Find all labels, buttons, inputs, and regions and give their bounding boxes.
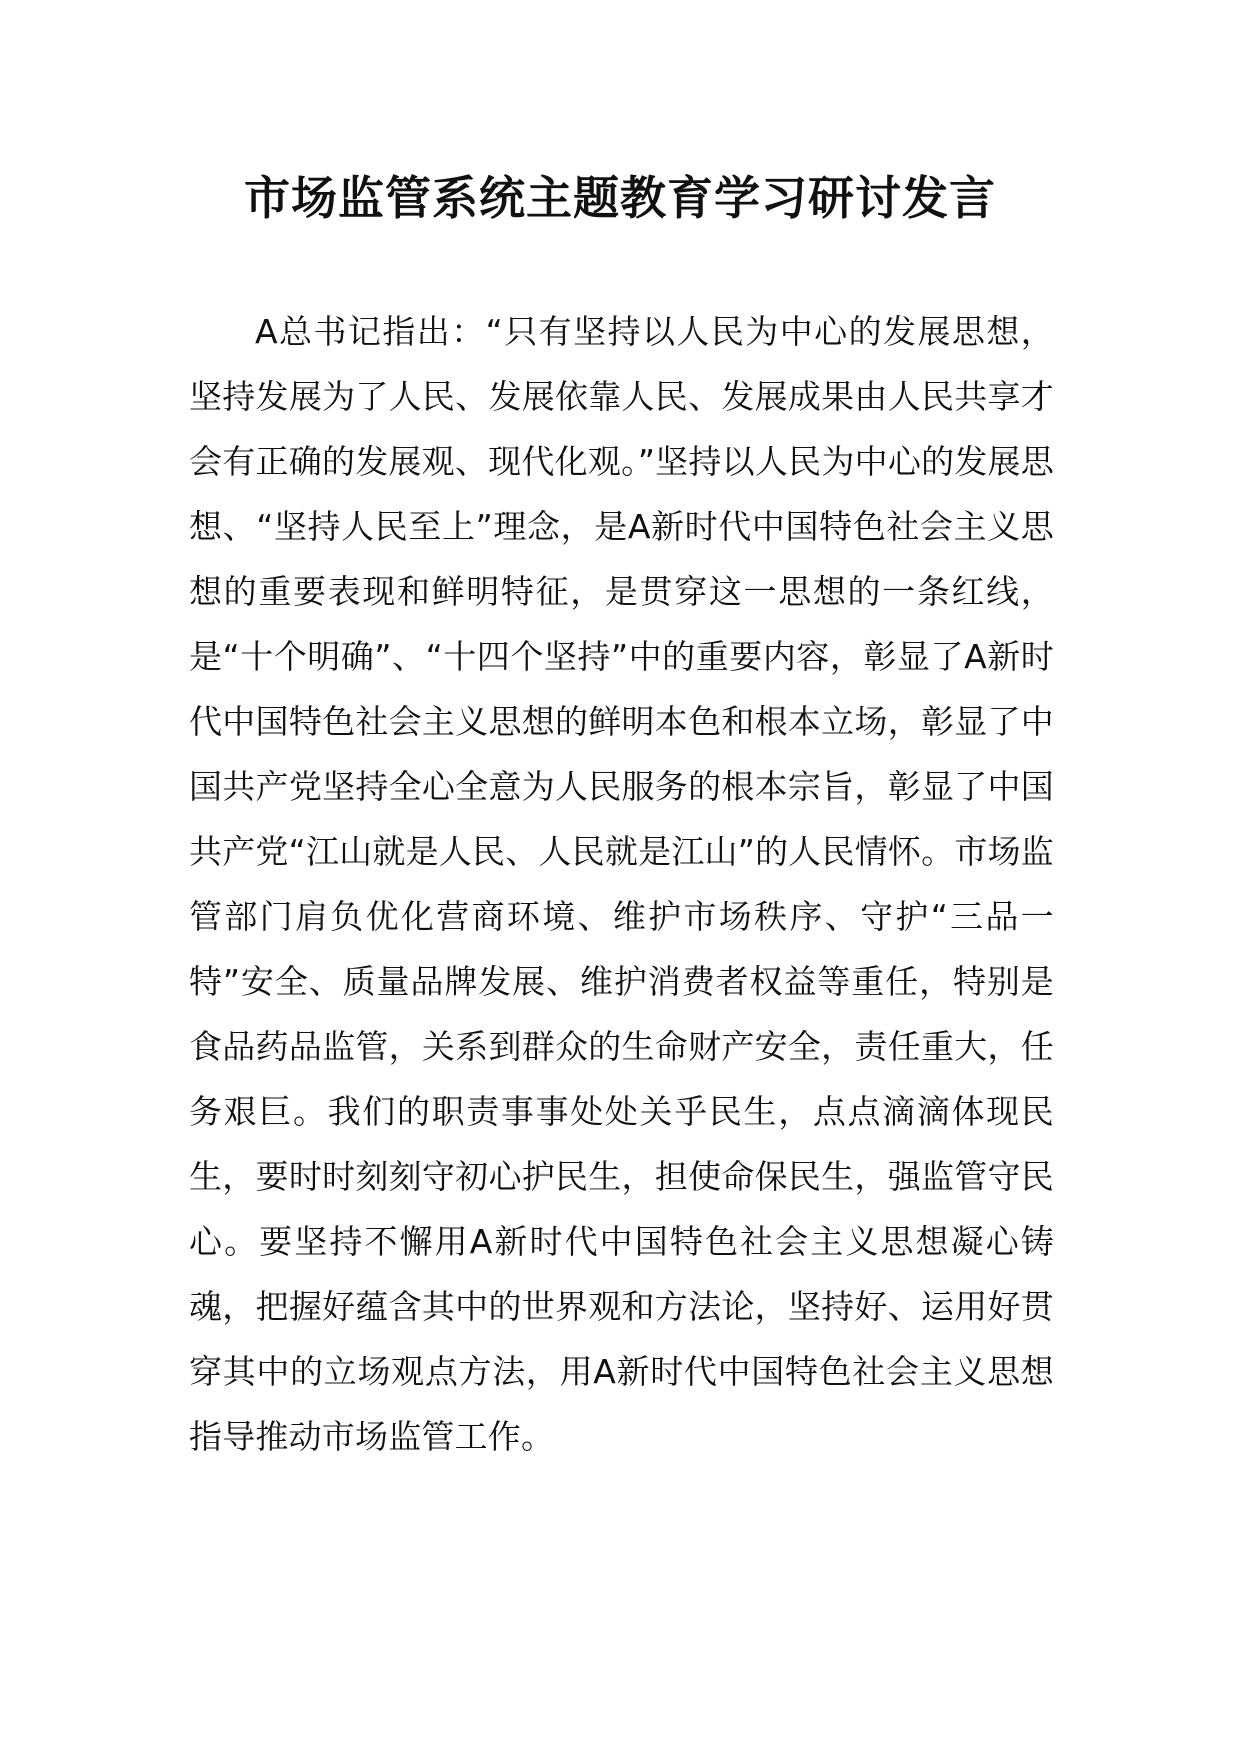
body-paragraph: A总书记指出：“只有坚持以人民为中心的发展思想，坚持发展为了人民、发展依靠人民、发展成果由人民共享才会有正确的发展观、现代化观。”坚持以人民为中心的发展思想、“坚持人民至上”理念，是A新时代中国特色社会主义思想的重要表现和鲜明特征，是贯穿这一思想的一条红线，是“十个明确”、“十四个坚持”中的重要内容，彰显了A新时代中国特色社会主义思想的鲜明本色和根本立场，彰显了中国共产党坚持全心全意为人民服务的根本宗旨，彰显了中国共产党“江山就是人民、人民就是江山”的人民情怀。市场监管部门肩负优化营商环境、维护市场秩序、守护“三品一特”安全、质量品牌发展、维护消费者权益等重任，特别是食品药品监管，关系到群众的生命财产安全，责任重大，任务艰巨。我们的职责事事处处关乎民生，点点滴滴体现民生，要时时刻刻守初心护民生，担使命保民生，强监管守民心。要坚持不懈用A新时代中国特色社会主义思想凝心铸魂，把握好蕴含其中的世界观和方法论，坚持好、运用好贯穿其中的立场观点方法，用A新时代中国特色社会主义思想指导推动市场监管工作。 xyxy=(189,312,1054,1456)
document-title: 市场监管系统主题教育学习研讨发言 xyxy=(244,171,996,225)
